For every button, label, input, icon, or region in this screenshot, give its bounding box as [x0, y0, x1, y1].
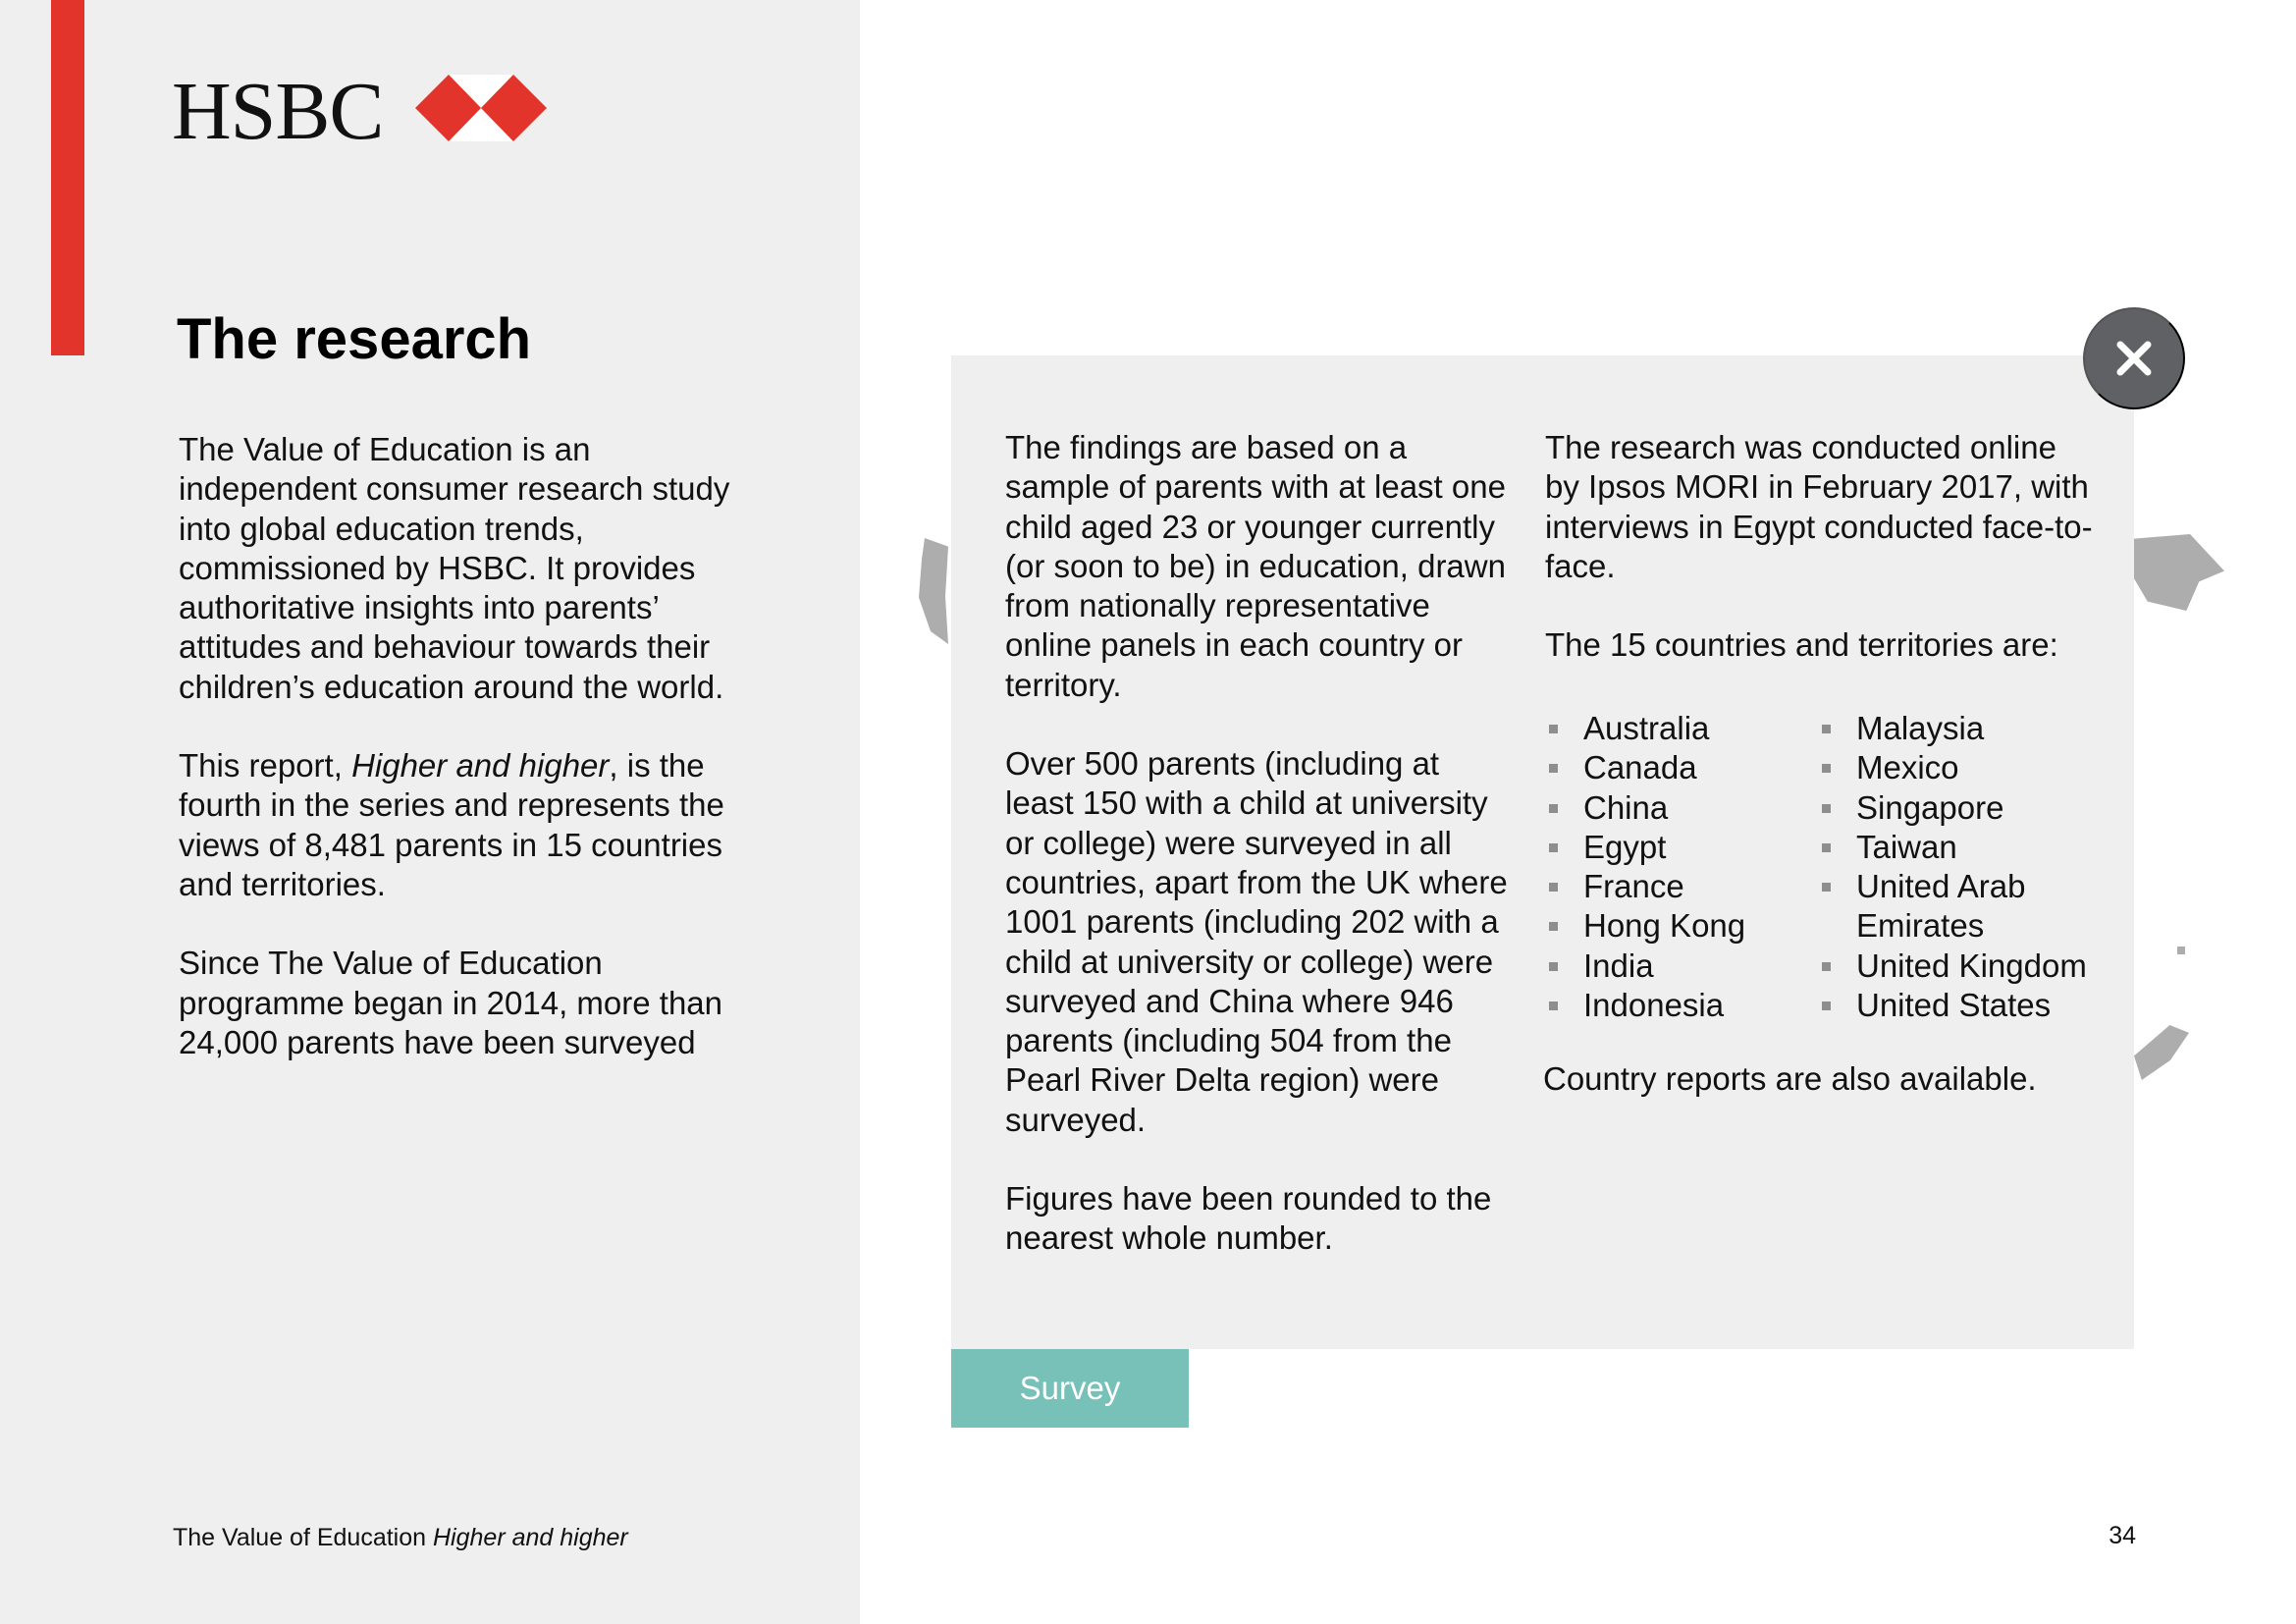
- sample-paragraph: The findings are based on a sample of parents with at least one child aged 23 or younger currently (or soon to be) in education, drawn from nationally representative online panels in each country or territory.: [1005, 429, 1506, 703]
- country-column-left: [1547, 709, 1783, 1025]
- square-bullet-icon: [1549, 843, 1558, 852]
- square-bullet-icon: [1549, 922, 1558, 931]
- country-item: [1547, 867, 1783, 906]
- country-label: Singapore: [1856, 788, 2004, 826]
- countries-intro: The 15 countries and territories are:: [1545, 626, 2058, 664]
- country-label: Indonesia: [1583, 987, 1725, 1024]
- country-label: Malaysia: [1856, 710, 1985, 746]
- square-bullet-icon: [1822, 725, 1831, 733]
- square-bullet-icon: [1822, 804, 1831, 813]
- map-fragment-right-top: [2134, 534, 2224, 611]
- country-label: Hong Kong: [1583, 907, 1746, 945]
- programme-paragraph: Since The Value of Education programme began in 2014, more than 24,000 parents have been surveyed: [179, 945, 723, 1060]
- middle-copy: [1005, 428, 1516, 1298]
- report-paragraph: [179, 746, 768, 904]
- country-label: United Kingdom: [1856, 947, 2087, 984]
- page-title: The research: [177, 307, 532, 371]
- square-bullet-icon: [1549, 764, 1558, 773]
- square-bullet-icon: [1549, 1001, 1558, 1010]
- country-item: [1547, 986, 1783, 1025]
- country-label: United States: [1856, 987, 2052, 1024]
- country-item: [1820, 788, 2114, 828]
- availability-note: Country reports are also available.: [1543, 1060, 2037, 1097]
- footer-publication-prefix: The Value of Education: [173, 1524, 433, 1551]
- page-number: 34: [2109, 1522, 2136, 1549]
- map-fragment-right-bottom: [2134, 1025, 2189, 1080]
- country-label: France: [1583, 868, 1684, 905]
- square-bullet-icon: [1549, 804, 1558, 813]
- intro-paragraph: The Value of Education is an independent consumer research study into global education trends, commissioned by HSBC. It provides authoritative insights into parents’ attitudes and behaviour towards their children’s education around the world.: [179, 431, 730, 705]
- country-column-right: [1820, 709, 2114, 1025]
- country-label: China: [1583, 788, 1669, 826]
- country-item: [1547, 709, 1783, 748]
- survey-tab[interactable]: Survey: [951, 1349, 1189, 1428]
- country-item: [1547, 906, 1783, 946]
- square-bullet-icon: [1549, 962, 1558, 971]
- country-label: India: [1583, 947, 1654, 984]
- method-paragraph: The research was conducted online by Ipsos MORI in February 2017, with interviews in Egypt conducted face-to-face.: [1545, 429, 2093, 584]
- rounding-note: Figures have been rounded to the nearest whole number.: [1005, 1180, 1492, 1257]
- square-bullet-icon: [1822, 1001, 1831, 1010]
- country-label: Mexico: [1856, 749, 1959, 786]
- square-bullet-icon: [1822, 843, 1831, 852]
- country-item: [1547, 748, 1783, 787]
- country-item: [1820, 947, 2114, 986]
- footer-publication-title: Higher and higher: [433, 1524, 628, 1551]
- country-item: [1820, 748, 2114, 787]
- right-copy: [1545, 428, 2095, 704]
- country-item: [1547, 947, 1783, 986]
- close-button[interactable]: [2083, 307, 2185, 409]
- hsbc-hexagon-icon: [415, 75, 547, 141]
- report-title: Higher and higher: [351, 747, 610, 785]
- red-accent-bar: [51, 0, 84, 355]
- country-label: Egypt: [1583, 828, 1667, 865]
- map-fragment-left: [919, 538, 948, 644]
- left-copy: [179, 430, 768, 1102]
- country-label: Taiwan: [1856, 828, 1957, 865]
- survey-paragraph: Over 500 parents (including at least 150 with a child at university or college) were surveyed in all countries, apart from the UK where 1001 parents (including 202 with a child at university or college) were surveyed and China where 946 parents (including 504 from the Pearl River Delta region) were surveyed.: [1005, 745, 1508, 1138]
- hsbc-logo: [172, 66, 584, 157]
- report-paragraph-suffix: , is the fourth in the series and represents the views of 8,481 parents in 15 countries and territories.: [179, 747, 724, 902]
- square-bullet-icon: [1822, 883, 1831, 892]
- close-icon: [2110, 335, 2158, 382]
- country-item: [1820, 828, 2114, 867]
- report-paragraph-prefix: This report,: [179, 747, 352, 785]
- brand-name: HSBC: [172, 66, 384, 157]
- country-item: [1547, 828, 1783, 867]
- country-item: [1820, 986, 2114, 1025]
- square-bullet-icon: [1549, 883, 1558, 892]
- footer-publication: [173, 1523, 628, 1552]
- map-dot: [2177, 947, 2185, 954]
- country-label: Canada: [1583, 749, 1697, 786]
- country-label: United Arab Emirates: [1856, 868, 2026, 945]
- country-item: [1547, 788, 1783, 828]
- square-bullet-icon: [1549, 725, 1558, 733]
- square-bullet-icon: [1822, 962, 1831, 971]
- country-item: [1820, 867, 2114, 947]
- country-item: [1820, 709, 2114, 748]
- country-label: Australia: [1583, 710, 1710, 746]
- square-bullet-icon: [1822, 764, 1831, 773]
